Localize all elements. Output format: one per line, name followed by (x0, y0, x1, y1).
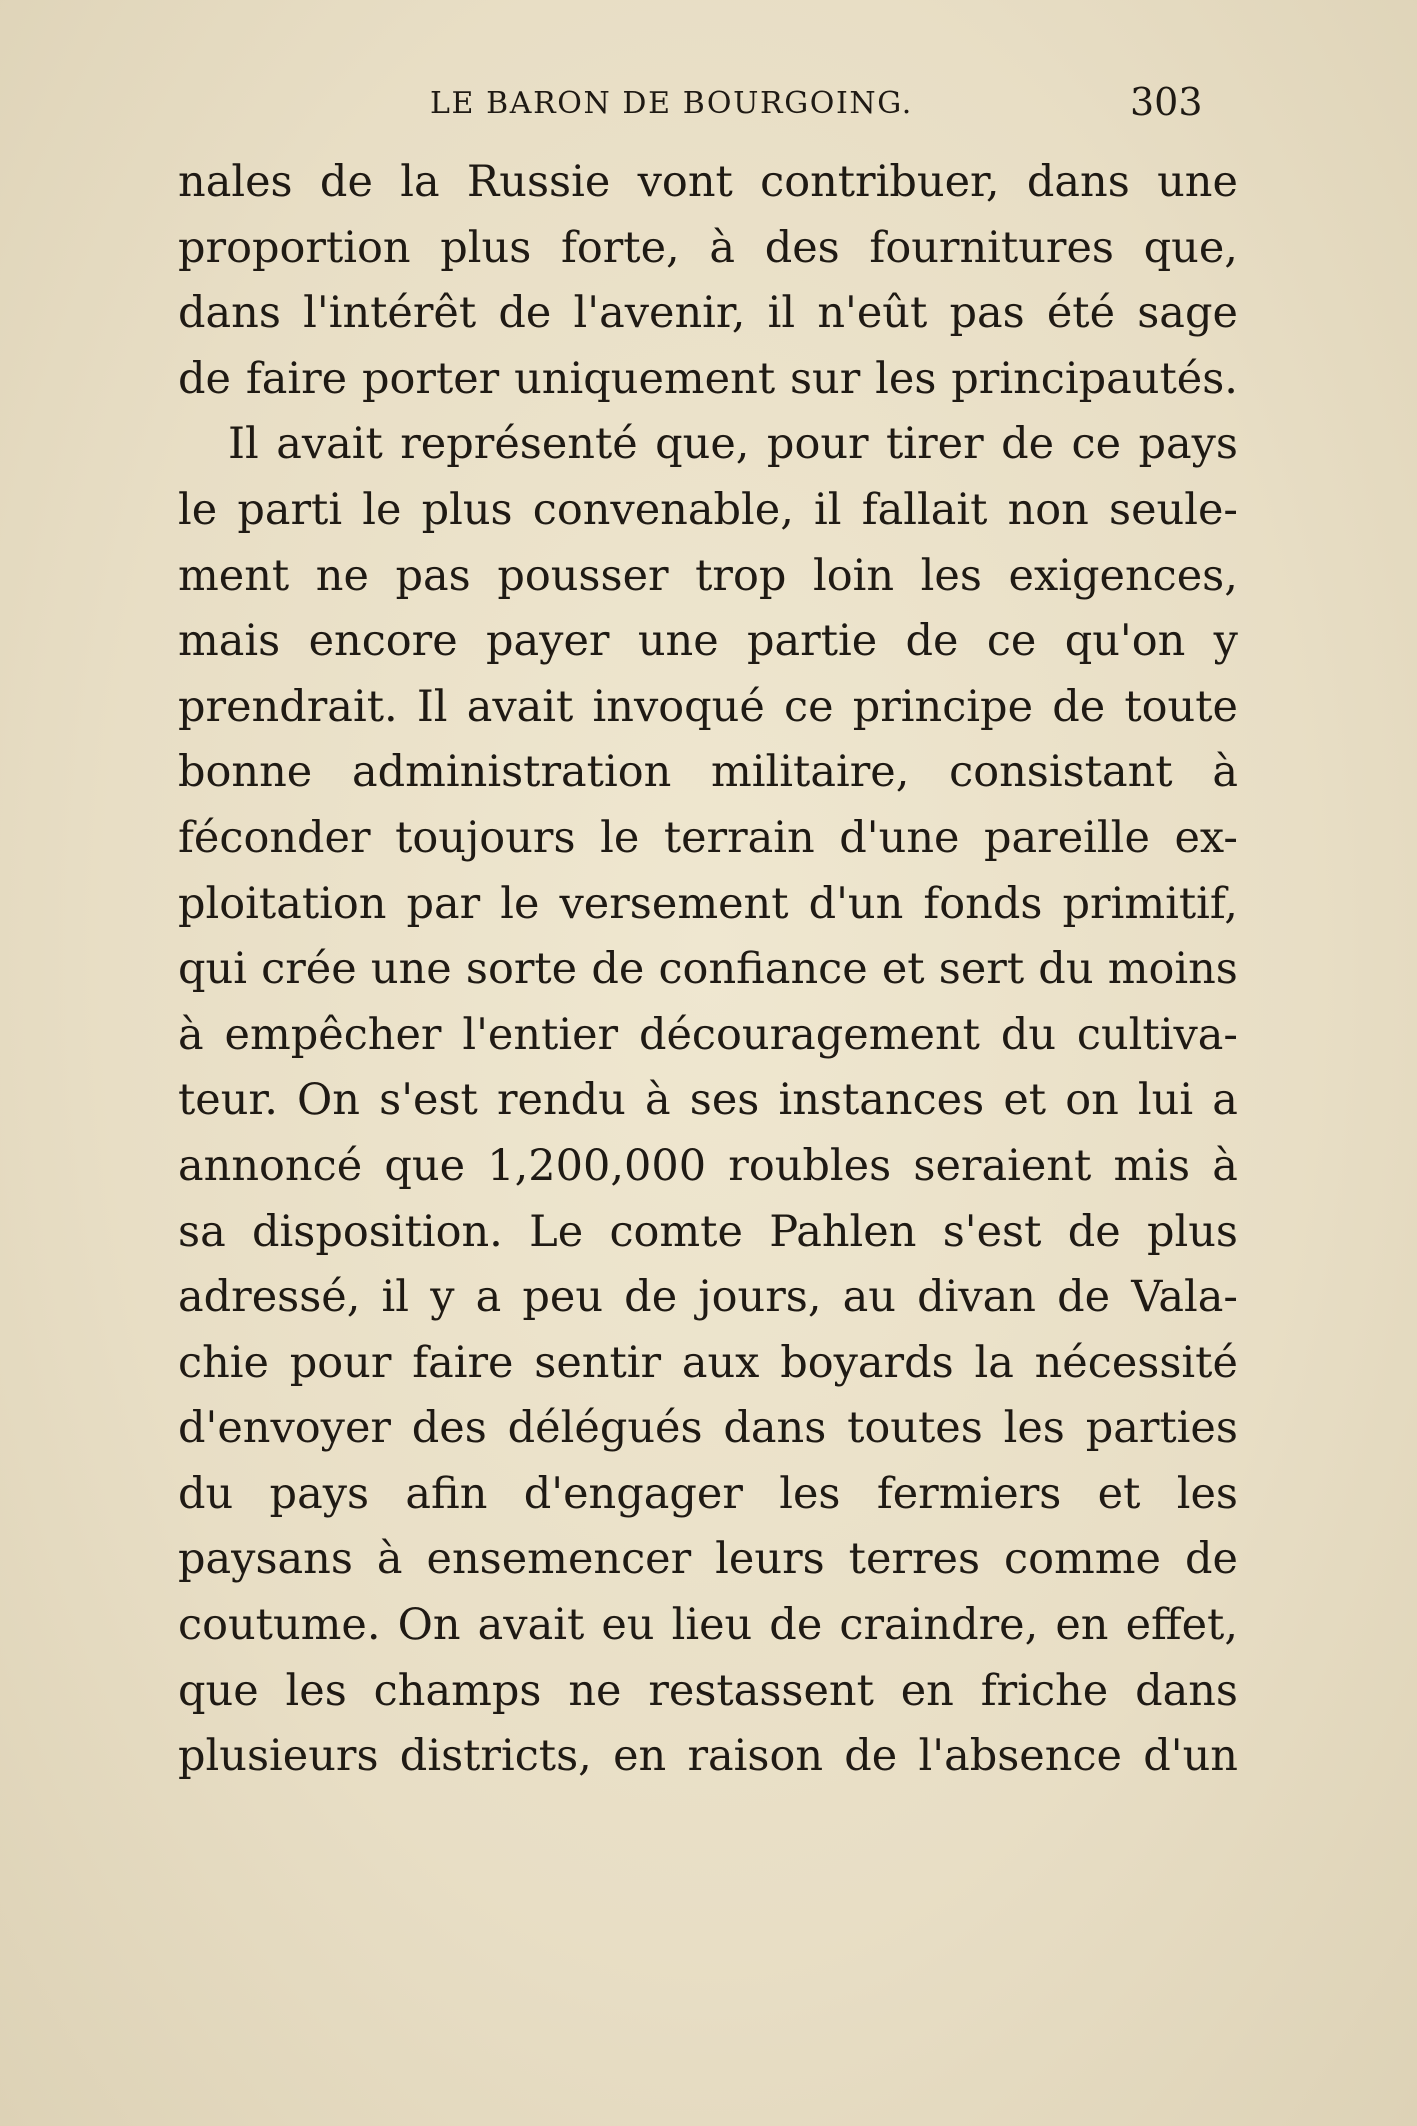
word: comte (609, 1206, 743, 1257)
word: dans (178, 288, 281, 339)
word: exigences, (1008, 550, 1238, 601)
word: de (1057, 1272, 1111, 1323)
word: et (1097, 1468, 1141, 1519)
word: pousser (497, 550, 669, 601)
text-line (178, 1134, 1238, 1200)
word: à (178, 1009, 204, 1060)
word: Il (416, 681, 448, 732)
word: ploitation (178, 878, 387, 929)
word: champs (373, 1665, 542, 1716)
word: que (384, 1140, 466, 1191)
word: proportion (178, 222, 411, 273)
word: partie (746, 616, 878, 667)
word: lui (1137, 1075, 1194, 1126)
word: qu'on (1064, 616, 1186, 667)
word: la (400, 157, 440, 207)
word: que (178, 1665, 259, 1716)
page-number: 303 (1130, 80, 1203, 124)
word: terres (848, 1534, 981, 1585)
word: il (814, 484, 842, 535)
word: que, (1143, 222, 1238, 273)
word: terrain (663, 812, 815, 863)
word: en (613, 1731, 667, 1782)
word: pareille (984, 812, 1150, 863)
word: jours, (698, 1272, 822, 1323)
word: parties (1085, 1403, 1238, 1454)
text-line (178, 1068, 1238, 1134)
word: d'un (1143, 1731, 1238, 1782)
word: toutes (847, 1403, 983, 1454)
word: faire (412, 1337, 514, 1388)
word: empêcher (224, 1009, 442, 1060)
word: sage (1137, 288, 1238, 339)
word: de (905, 616, 959, 667)
text-line (178, 1396, 1238, 1462)
word: en (1055, 1600, 1109, 1651)
word: paysans (178, 1534, 353, 1585)
word: teur. (178, 1075, 278, 1126)
word: les (779, 1468, 841, 1519)
text-line (178, 1200, 1238, 1266)
word: forte, (560, 222, 680, 273)
text-line (178, 281, 1238, 347)
word: payer (486, 616, 610, 667)
word: roubles (728, 1140, 892, 1191)
word: peu (522, 1272, 604, 1323)
word: à (1212, 747, 1238, 798)
word: faire (245, 353, 348, 404)
text-line (178, 1593, 1238, 1659)
word: nécessité (1034, 1337, 1238, 1388)
text-line (178, 544, 1238, 610)
word: friche (980, 1665, 1109, 1716)
word: On (297, 1075, 360, 1126)
word: ne (315, 550, 369, 601)
word: districts, (399, 1731, 592, 1782)
word: fournitures (869, 222, 1114, 273)
word: par (406, 878, 481, 929)
word: la (974, 1337, 1014, 1388)
word: pour (289, 1337, 392, 1388)
text-line (178, 150, 1238, 216)
word: mais (178, 616, 281, 667)
word: eu (601, 1600, 655, 1651)
word: les (1003, 1403, 1065, 1454)
word: 1,200,000 (487, 1140, 707, 1191)
text-line (178, 412, 1238, 478)
word: sur (789, 353, 861, 404)
word: ensemencer (426, 1534, 692, 1585)
word: instances (778, 1075, 985, 1126)
word: porter (361, 353, 500, 404)
word: principautés. (951, 353, 1238, 404)
word: ment (178, 550, 290, 601)
word: invoqué (592, 681, 765, 732)
word: pays (1138, 419, 1238, 470)
word: seule- (1109, 484, 1238, 535)
word: d'engager (523, 1468, 743, 1519)
word: restassent (648, 1665, 874, 1716)
word: le (178, 484, 218, 535)
word: crée (261, 944, 357, 995)
word: versement (559, 878, 789, 929)
text-line (178, 1724, 1238, 1790)
word: des (764, 222, 840, 273)
word: ex- (1174, 812, 1238, 863)
word: boyards (780, 1337, 954, 1388)
word: au (842, 1272, 896, 1323)
word: comme (1004, 1534, 1161, 1585)
text-line (178, 1331, 1238, 1397)
word: à (1212, 1140, 1238, 1191)
word: d'une (839, 812, 960, 863)
word: et (881, 944, 925, 995)
word: plus (440, 222, 532, 273)
text-line (178, 937, 1238, 1003)
text-line (178, 347, 1238, 413)
word: rendu (496, 1075, 626, 1126)
word: aux (681, 1337, 760, 1388)
word: cultiva- (1076, 1009, 1238, 1060)
text-line (178, 1527, 1238, 1593)
word: sert (938, 944, 1025, 995)
word: trop (695, 550, 787, 601)
word: s'est (379, 1075, 478, 1126)
word: annoncé (178, 1140, 363, 1191)
word: tirer (886, 419, 984, 470)
word: consistant (949, 747, 1173, 798)
word: il (381, 1272, 410, 1323)
word: l'entier (462, 1009, 619, 1060)
body-text (178, 150, 1238, 1790)
word: Russie (466, 157, 611, 207)
word: a (475, 1272, 502, 1323)
word: toute (1124, 681, 1238, 732)
word: nales (178, 157, 293, 207)
word: chie (178, 1337, 269, 1388)
word: ne (568, 1665, 622, 1716)
word: craindre, (839, 1600, 1039, 1651)
word: Le (529, 1206, 584, 1257)
word: dans (1135, 1665, 1238, 1716)
word: n'eût (817, 288, 928, 339)
word: pour (766, 419, 869, 470)
word: parti (237, 484, 343, 535)
word: disposition. (251, 1206, 503, 1257)
word: une (370, 944, 452, 995)
word: à (709, 222, 736, 273)
word: convenable, (532, 484, 794, 535)
word: ce (783, 681, 834, 732)
text-line (178, 1462, 1238, 1528)
word: confiance (658, 944, 868, 995)
word: pas (949, 288, 1025, 339)
text-line (178, 1265, 1238, 1331)
word: avait (466, 681, 574, 732)
word: coutume. (178, 1600, 381, 1651)
word: une (637, 616, 719, 667)
word: militaire, (711, 747, 910, 798)
word: Pahlen (769, 1206, 917, 1257)
word: découragement (638, 1009, 980, 1060)
word: fermiers (876, 1468, 1062, 1519)
word: fallait (861, 484, 988, 535)
word: On (397, 1600, 461, 1651)
text-line (178, 609, 1238, 675)
word: les (875, 353, 937, 404)
word: moins (1107, 944, 1238, 995)
text-line (178, 478, 1238, 544)
word: délégués (507, 1403, 703, 1454)
word: de (769, 1600, 823, 1651)
word: plus (1146, 1206, 1238, 1257)
word: les (1176, 1468, 1238, 1519)
word: lieu (671, 1600, 753, 1651)
word: du (1000, 1009, 1057, 1060)
word: a (1212, 1075, 1238, 1126)
word: dans (1026, 157, 1130, 207)
word: toujours (395, 812, 576, 863)
word: les (285, 1665, 347, 1716)
word: de (624, 1272, 678, 1323)
word: non (1007, 484, 1089, 535)
word: plus (421, 484, 513, 535)
word: de (1001, 419, 1055, 470)
word: administration (351, 747, 672, 798)
word: sentir (534, 1337, 662, 1388)
word: et (1003, 1075, 1047, 1126)
word: principe (852, 681, 1034, 732)
word: le (362, 484, 402, 535)
word: s'est (942, 1206, 1042, 1257)
word: l'intérêt (303, 288, 477, 339)
word: uniquement (514, 353, 776, 404)
word: du (1038, 944, 1094, 995)
word: mis (1113, 1140, 1191, 1191)
word: de (178, 353, 231, 404)
word: avait (477, 1600, 585, 1651)
word: afin (405, 1468, 488, 1519)
word: une (1157, 157, 1238, 207)
word: de (591, 944, 645, 995)
text-line (178, 1659, 1238, 1725)
word: d'envoyer (178, 1403, 391, 1454)
word: sorte (465, 944, 578, 995)
text-line (178, 216, 1238, 282)
word: avait (276, 419, 383, 470)
word: seraient (913, 1140, 1092, 1191)
word: Vala- (1131, 1272, 1238, 1323)
word: primitif, (1062, 878, 1238, 929)
word: pays (269, 1468, 370, 1519)
word: il (767, 288, 796, 339)
word: fonds (923, 878, 1043, 929)
word: raison (687, 1731, 824, 1782)
word: à (644, 1075, 671, 1126)
word: vont (637, 157, 733, 207)
word: l'absence (918, 1731, 1122, 1782)
word: ses (689, 1075, 760, 1126)
word: dans (723, 1403, 827, 1454)
word: à (376, 1534, 403, 1585)
word: leurs (715, 1534, 825, 1585)
word: prendrait. (178, 681, 398, 732)
word: ce (1071, 419, 1122, 470)
text-line (178, 740, 1238, 806)
word: de (1184, 1534, 1238, 1585)
word: encore (308, 616, 458, 667)
word: effet, (1125, 1600, 1238, 1651)
word: représenté (400, 419, 638, 470)
word: féconder (178, 812, 371, 863)
word: les (920, 550, 982, 601)
word: que, (655, 419, 750, 470)
word: en (900, 1665, 954, 1716)
word: plusieurs (178, 1731, 379, 1782)
word: d'un (808, 878, 904, 929)
running-head: LE BARON DE BOURGOING. (430, 86, 913, 121)
text-line (178, 872, 1238, 938)
word: adressé, (178, 1272, 361, 1323)
word: y (430, 1272, 455, 1323)
word: de (498, 288, 552, 339)
word: contribuer, (760, 157, 1000, 207)
text-line (178, 1003, 1238, 1069)
word: Il (228, 419, 259, 470)
text-line (178, 806, 1238, 872)
word: loin (812, 550, 895, 601)
word: des (411, 1403, 487, 1454)
text-line (178, 675, 1238, 741)
word: le (500, 878, 540, 929)
word: le (600, 812, 640, 863)
word: ce (986, 616, 1037, 667)
word: y (1213, 616, 1238, 667)
word: sa (178, 1206, 226, 1257)
word: de (1067, 1206, 1121, 1257)
word: divan (917, 1272, 1036, 1323)
word: du (178, 1468, 234, 1519)
word: de (319, 157, 373, 207)
word: bonne (178, 747, 313, 798)
word: qui (178, 944, 247, 995)
word: été (1046, 288, 1116, 339)
word: l'avenir, (573, 288, 746, 339)
word: pas (395, 550, 471, 601)
word: de (844, 1731, 898, 1782)
word: de (1052, 681, 1106, 732)
word: on (1065, 1075, 1119, 1126)
